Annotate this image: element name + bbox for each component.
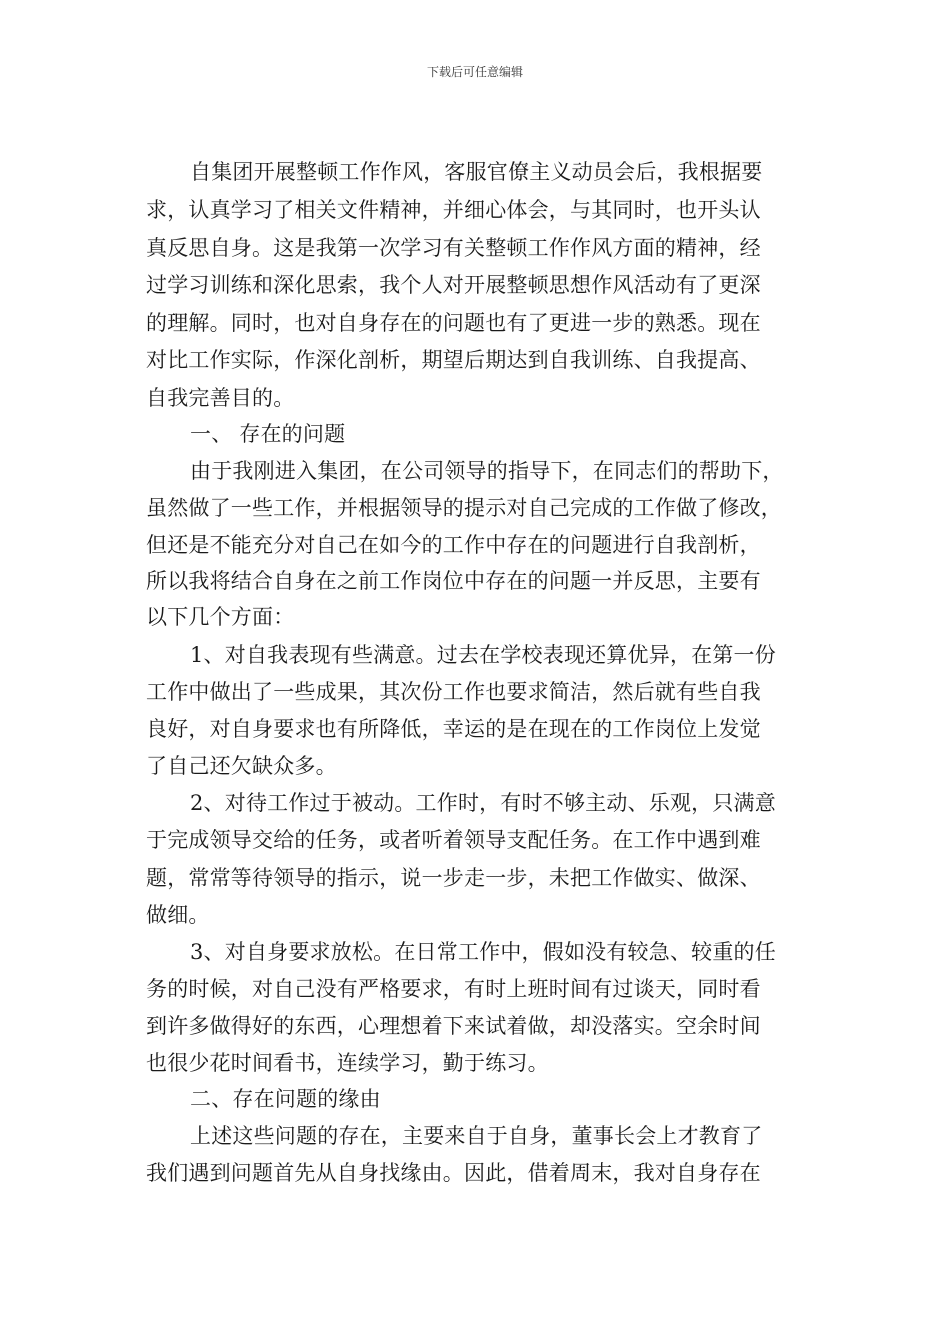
paragraph-line: 虽然做了一些工作，并根据领导的提示对自己完成的工作做了修改， [146, 496, 782, 520]
paragraph-line: 对比工作实际，作深化剖析，期望后期达到自我训练、自我提高、 [146, 348, 761, 372]
paragraph-line: 过学习训练和深化思索，我个人对开展整顿思想作风活动有了更深 [146, 273, 761, 297]
paragraph-line: 所以我将结合自身在之前工作岗位中存在的问题一并反思，主要有 [146, 569, 761, 593]
paragraph-line: 题，常常等待领导的指示，说一步走一步，未把工作做实、做深、 [146, 866, 761, 890]
paragraph-line: 我们遇到问题首先从自身找缘由。因此，借着周末，我对自身存在 [146, 1161, 761, 1185]
paragraph-line: 的理解。同时，也对自身存在的问题也有了更进一步的熟悉。现在 [146, 311, 761, 335]
paragraph-line: 由于我刚进入集团，在公司领导的指导下，在同志们的帮助下， [190, 459, 784, 483]
paragraph-line: 但还是不能充分对自己在如今的工作中存在的问题进行自我剖析， [146, 533, 761, 557]
paragraph-line: 工作中做出了一些成果，其次份工作也要求简洁，然后就有些自我 [146, 680, 761, 704]
page-header-note: 下载后可任意编辑 [426, 65, 523, 79]
paragraph-line: 务的时候，对自己没有严格要求，有时上班时间有过谈天，同时看 [146, 977, 761, 1001]
paragraph-line: 也很少花时间看书，连续学习，勤于练习。 [146, 1051, 549, 1075]
section-heading: 一、 存在的问题 [190, 422, 346, 446]
paragraph-line: 良好，对自身要求也有所降低，幸运的是在现在的工作岗位上发觉 [146, 717, 761, 741]
paragraph-line: 上述这些问题的存在，主要来自于自身，董事长会上才教育了 [190, 1124, 763, 1148]
paragraph-line: 3、对自身要求放松。在日常工作中，假如没有较急、较重的任 [190, 940, 776, 964]
paragraph-line: 了自己还欠缺众多。 [146, 754, 337, 778]
paragraph-line: 到许多做得好的东西，心理想着下来试着做，却没落实。空余时间 [146, 1014, 761, 1038]
paragraph-line: 真反思自身。这是我第一次学习有关整顿工作作风方面的精神，经 [146, 236, 761, 260]
paragraph-line: 2、对待工作过于被动。工作时，有时不够主动、乐观，只满意 [190, 791, 776, 815]
section-heading: 二、存在问题的缘由 [190, 1087, 381, 1111]
paragraph-line: 做细。 [146, 903, 210, 927]
paragraph-line: 自我完善目的。 [146, 386, 295, 410]
paragraph-line: 以下几个方面： [146, 605, 295, 629]
paragraph-line: 1、对自我表现有些满意。过去在学校表现还算优异，在第一份 [190, 643, 776, 667]
paragraph-line: 求，认真学习了相关文件精神，并细心体会，与其同时，也开头认 [146, 198, 761, 222]
paragraph-line: 自集团开展整顿工作作风，客服官僚主义动员会后，我根据要 [190, 160, 763, 184]
paragraph-line: 于完成领导交给的任务，或者听着领导支配任务。在工作中遇到难 [146, 828, 761, 852]
